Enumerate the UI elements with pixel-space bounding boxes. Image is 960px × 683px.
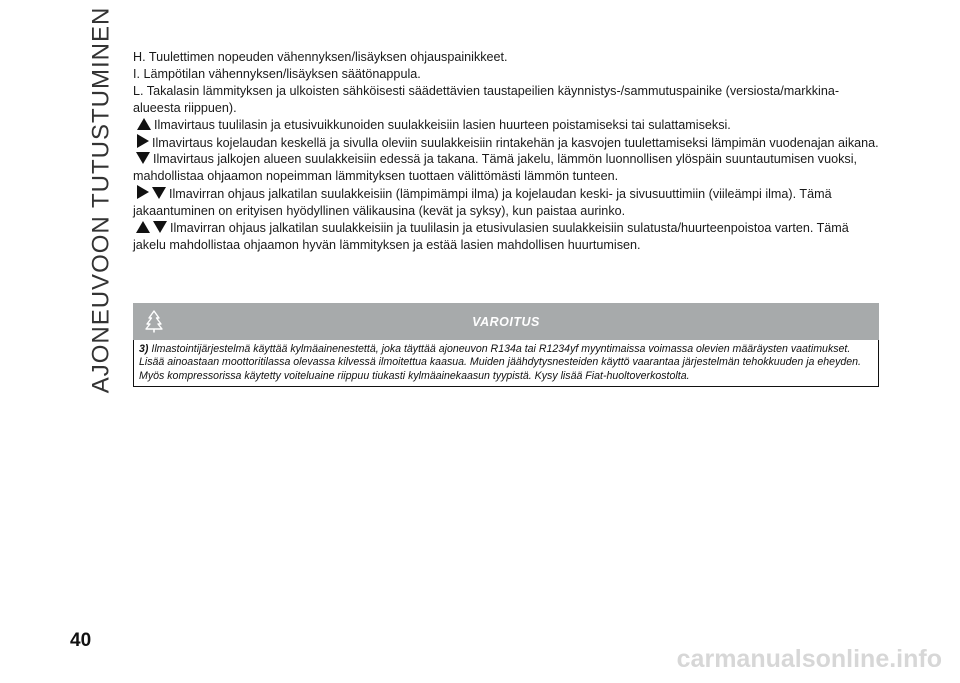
mode-dashboard-text: Ilmavirtaus kojelaudan keskellä ja sivulla oleviin suulakkeisiin rintakehän ja kasvojen tuulettamiseksi lämpimän vuodenajan aikana.	[152, 135, 879, 150]
section-title-vertical	[71, 6, 131, 394]
mode-feet-dashboard	[133, 185, 879, 220]
arrow-up-icon	[137, 118, 151, 130]
mode-windscreen	[133, 117, 879, 134]
watermark: carmanualsonline.info	[676, 645, 942, 673]
warning-header	[133, 303, 879, 340]
mode-dashboard	[133, 134, 879, 152]
arrow-down-icon	[152, 187, 166, 199]
paragraph-i: I. Lämpötilan vähennyksen/lisäyksen säätönappula.	[133, 66, 421, 81]
arrow-down-icon	[153, 221, 167, 233]
paragraph-h: H. Tuulettimen nopeuden vähennyksen/lisäyksen ohjauspainikkeet.	[133, 50, 508, 64]
mode-feet-windscreen-text: Ilmavirran ohjaus jalkatilan suulakkeisiin ja tuulilasin ja etusivulasien suulakkeisiin sulatusta/huurteenpoistoa varten. Tämä jakelu mahdollistaa ohjaamon hyvän lämmityksen ja estää lasien mahdollisen huurtumisen.	[133, 221, 849, 252]
warning-box	[133, 303, 879, 387]
mode-feet-dashboard-text: Ilmavirran ohjaus jalkatilan suulakkeisiin (lämpimämpi ilma) ja kojelaudan keski- ja sivusuuttimiin (viileämpi ilma). Tämä jakaantuminen on erityisen hyödyllinen välikausina (kevät ja syksy), kun paistaa aurinko.	[133, 187, 832, 219]
page-number: 40	[70, 630, 92, 651]
paragraph-l: L. Takalasin lämmityksen ja ulkoisten sähköisesti säädettävien taustapeilien käynnistys-/sammutuspainike (versiosta/markkina-alueesta riippuen).	[133, 83, 840, 115]
warning-note-number: 3)	[139, 343, 149, 355]
arrow-up-icon	[136, 221, 150, 233]
warning-text: Ilmastointijärjestelmä käyttää kylmäainenestettä, joka täyttää ajoneuvon R134a tai R1234yf myyntimaissa voimassa olevien määräysten vaatimukset. Lisää ainoastaan moottoritilassa olevassa kilvessä ilmoitettua kaasua. Muiden jäähdytysnesteiden käyttö vaarantaa järjestelmän tehokkuuden ja eheyden. Myös kompressorissa käytetty voiteluaine riippuu tiukasti kylmäainekaasun tyypistä. Kysy lisää Fiat-huoltoverkostolta.	[139, 343, 861, 382]
warning-title: VAROITUS	[472, 314, 540, 329]
tree-icon	[141, 308, 167, 334]
main-content	[133, 49, 879, 254]
mode-feet-text: Ilmavirtaus jalkojen alueen suulakkeisiin edessä ja takana. Tämä jakelu, lämmön luonnollisen ylöspäin suuntautumisen vuoksi, mahdollistaa ohjaamon nopeimman lämmityksen tuottaen välittömästi lämmön tunteen.	[133, 152, 858, 184]
mode-feet	[133, 151, 879, 185]
mode-windscreen-text: Ilmavirtaus tuulilasin ja etusivuikkunoiden suulakkeisiin lasien huurteen poistamiseksi tai sulattamiseksi.	[154, 117, 731, 132]
mode-feet-windscreen	[133, 220, 879, 254]
arrow-right-icon	[137, 185, 149, 199]
section-title: AJONEUVOON TUTUSTUMINEN	[87, 6, 115, 394]
arrow-down-icon	[136, 152, 150, 164]
warning-body	[133, 340, 879, 387]
arrow-right-icon	[137, 134, 149, 148]
